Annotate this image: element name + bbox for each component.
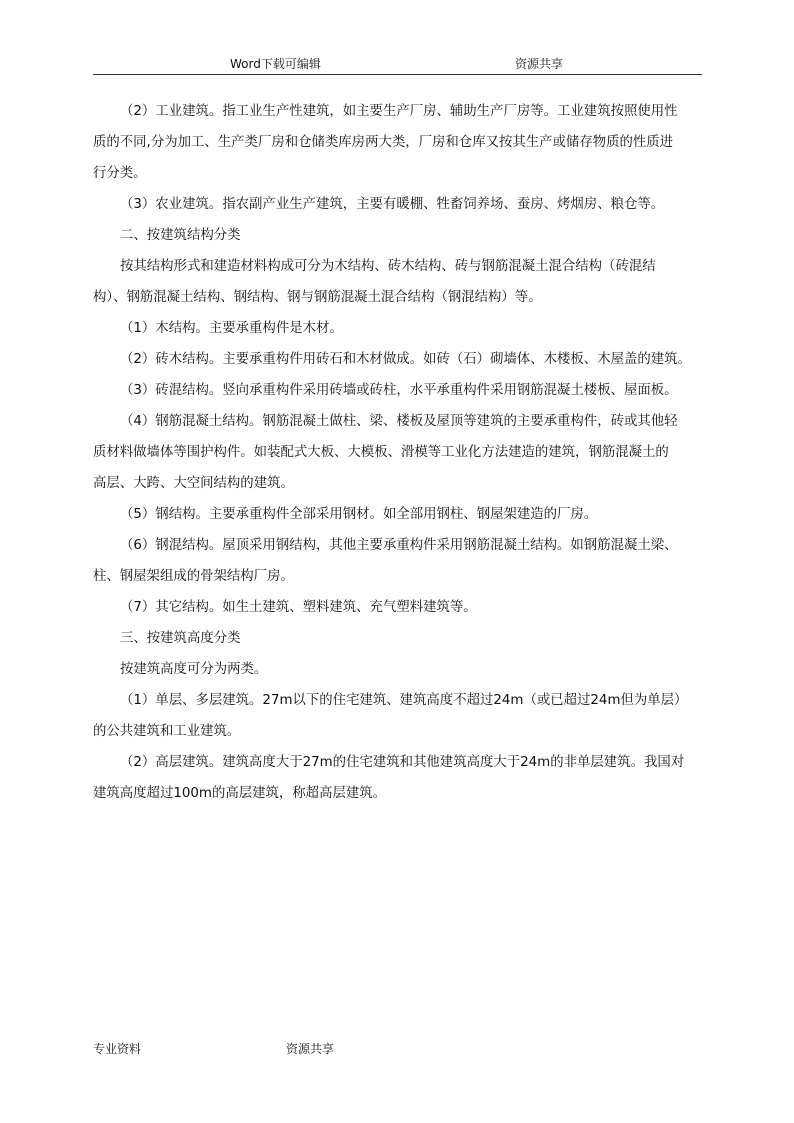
text-line: 柱、钢屋架组成的骨架结构厂房。 [93, 569, 294, 584]
text-line: （7）其它结构。如生土建筑、塑料建筑、充气塑料建筑等。 [120, 600, 477, 615]
text-line: 行分类。 [93, 166, 147, 181]
document-body [93, 96, 705, 809]
text-line: 的公共建筑和工业建筑。 [93, 724, 241, 739]
text-line: （2）砖木结构。主要承重构件用砖石和木材做成。如砖（石）砌墙体、木楼板、木屋盖的建筑。 [120, 352, 691, 367]
text-line: 质材料做墙体等围护构件。如装配式大板、大模板、滑模等工业化方法建造的建筑，钢筋混凝土的 [93, 445, 669, 460]
page-header [93, 56, 702, 75]
text-line: 按建筑高度可分为两类。 [120, 662, 268, 677]
text-line: 高层、大跨、大空间结构的建筑。 [93, 476, 294, 491]
footer-right-text: 资源共享 [286, 1042, 335, 1056]
text-line: 质的不同,分为加工、生产类厂房和仓储类库房两大类，厂房和仓库又按其生产或储存物质的性质进 [93, 135, 674, 150]
section-heading: 三、按建筑高度分类 [120, 631, 241, 646]
text-line: （4）钢筋混凝土结构。钢筋混凝土做柱、梁、楼板及屋顶等建筑的主要承重构件，砖或其他轻 [120, 414, 678, 429]
text-line: 构）、钢筋混凝土结构、钢结构、钢与钢筋混凝土混合结构（钢混结构）等。 [93, 290, 542, 305]
section-heading: 二、按建筑结构分类 [120, 228, 241, 243]
text-line: （6）钢混结构。屋顶采用钢结构，其他主要承重构件采用钢筋混凝土结构。如钢筋混凝土梁、 [120, 538, 678, 553]
text-line: （1）单层、多层建筑。27m以下的住宅建筑、建筑高度不超过24m（或已超过24m但为单层） [120, 693, 688, 708]
text-line: 建筑高度超过100m的高层建筑，称超高层建筑。 [93, 786, 387, 801]
header-right-text: 资源共享 [515, 57, 564, 71]
text-line: （2）高层建筑。建筑高度大于27m的住宅建筑和其他建筑高度大于24m的非单层建筑。我国对 [120, 755, 685, 770]
text-line: （3）砖混结构。竖向承重构件采用砖墙或砖柱，水平承重构件采用钢筋混凝土楼板、屋面板。 [120, 383, 678, 398]
footer-left-text: 专业资料 [93, 1042, 142, 1056]
text-line: （2）工业建筑。指工业生产性建筑，如主要生产厂房、辅助生产厂房等。工业建筑按照使用性 [120, 104, 678, 119]
text-line: （1）木结构。主要承重构件是木材。 [120, 321, 343, 336]
text-line: （3）农业建筑。指农副产业生产建筑，主要有暖棚、牲畜饲养场、蚕房、烤烟房、粮仓等。 [120, 197, 665, 212]
header-left-text: Word下载可编辑 [230, 57, 321, 71]
text-line: 按其结构形式和建造材料构成可分为木结构、砖木结构、砖与钢筋混凝土混合结构（砖混结 [120, 259, 656, 274]
text-line: （5）钢结构。主要承重构件全部采用钢材。如全部用钢柱、钢屋架建造的厂房。 [120, 507, 598, 522]
